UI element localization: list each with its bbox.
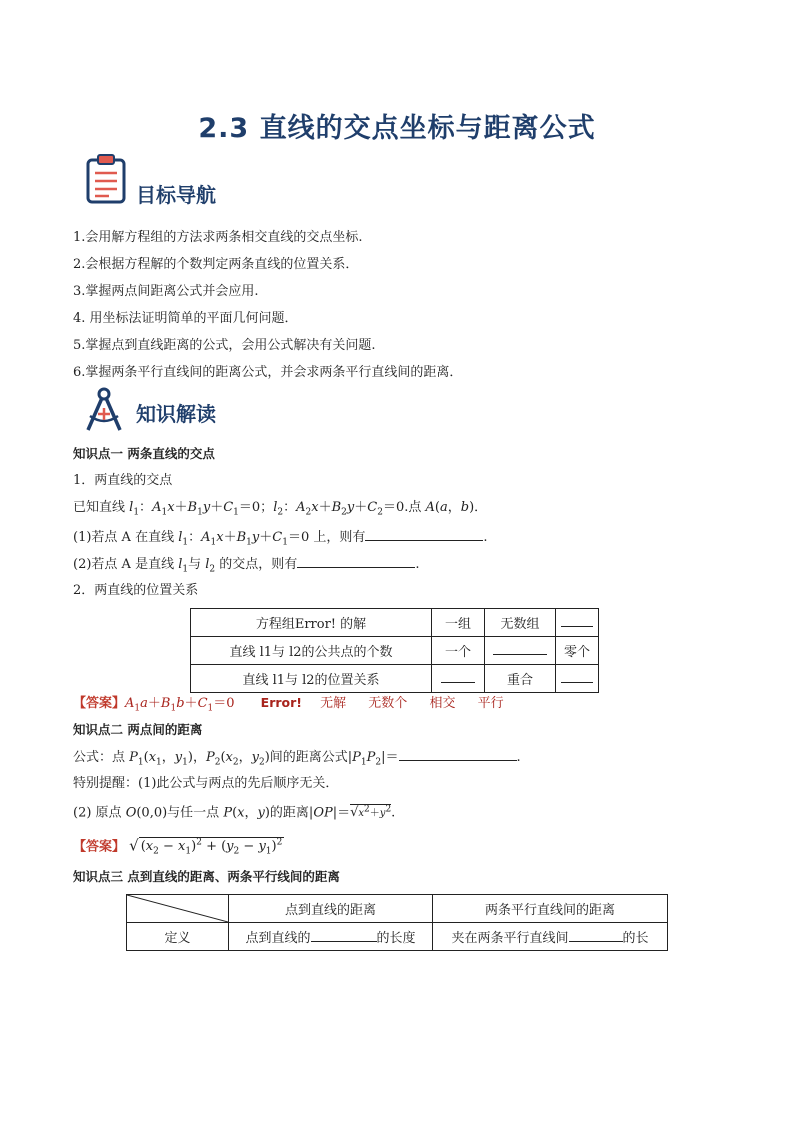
table-cell: 两条平行直线间的距离 <box>433 895 668 923</box>
kp1-given: 已知直线 $l_1$：$A_1x+B_1y+C_1=0$；$l_2$：$A_2x+B_2y+C_2=0$.点 A(a，b)． <box>73 500 488 518</box>
compass-icon <box>82 386 126 436</box>
table-cell <box>556 609 599 637</box>
table-corner-cell <box>127 895 229 923</box>
goal-item: 4. 用坐标法证明简单的平面几何问题． <box>73 311 298 326</box>
kp1-q1: (1)若点 A 在直线 $l_1$：$A_1x+B_1y+C_1=0$ 上，则有 . <box>73 530 488 548</box>
kp1-q2: (2)若点 A 是直线 $l_1$与 $l_2$ 的交点，则有 . <box>73 557 420 575</box>
distance-table <box>126 894 668 951</box>
table-cell: 点到直线的 的长度 <box>229 923 433 951</box>
kp2-note1: 特别提醒：(1)此公式与两点的先后顺序无关． <box>73 776 339 791</box>
answer-blank[interactable] <box>493 642 547 655</box>
table-cell <box>432 665 485 693</box>
kp1-sub2: 2．两直线的位置关系 <box>73 583 199 598</box>
answer-blank[interactable] <box>399 748 517 761</box>
table-cell: 方程组Error! 的解 <box>191 609 432 637</box>
kp1-sub1: 1．两直线的交点 <box>73 473 173 488</box>
table-cell <box>485 637 556 665</box>
goal-item: 5.掌握点到直线距离的公式，会用公式解决有关问题. <box>73 338 376 353</box>
page-title: 2.3 直线的交点坐标与距离公式 <box>198 113 596 144</box>
table-cell: 一个 <box>432 637 485 665</box>
answer-blank[interactable] <box>365 528 483 541</box>
answer-blank[interactable] <box>561 670 593 683</box>
kp1-answer: 【答案】$A_1a+B_1b+C_1=0$ Error! 无解 无数个 相交 平行 <box>73 695 504 714</box>
table-cell: 点到直线的距离 <box>229 895 433 923</box>
goal-item: 6.掌握两条平行直线间的距离公式，并会求两条平行直线间的距离． <box>73 365 463 380</box>
section-heading-knowledge: 知识解读 <box>136 402 216 426</box>
goal-item: 3.掌握两点间距离公式并会应用. <box>73 284 259 299</box>
kp2-answer: 【答案】 √ $(x_2 - x_1)^2 + (y_2 - y_1)^2$ <box>73 836 283 857</box>
answer-blank[interactable] <box>441 670 475 683</box>
table-cell <box>556 665 599 693</box>
answer-blank[interactable] <box>311 929 377 942</box>
answer-blank[interactable] <box>569 929 623 942</box>
section-heading-goals: 目标导航 <box>136 183 216 207</box>
answer-blank[interactable] <box>297 555 415 568</box>
kp2-heading: 知识点二 两点间的距离 <box>73 722 203 737</box>
table-cell: 无数组 <box>485 609 556 637</box>
clipboard-icon <box>85 153 129 205</box>
kp3-heading: 知识点三 点到直线的距离、两条平行线间的距离 <box>73 869 340 884</box>
table-cell: 定义 <box>127 923 229 951</box>
goal-item: 1.会用解方程组的方法求两条相交直线的交点坐标. <box>73 230 363 245</box>
diagonal-line <box>127 895 228 922</box>
table-cell: 重合 <box>485 665 556 693</box>
table-cell: 一组 <box>432 609 485 637</box>
goal-item: 2.会根据方程解的个数判定两条直线的位置关系． <box>73 257 359 272</box>
kp2-note2: (2) 原点 O(0,0)与任一点 P(x，y)的距离$|OP|=√x^2+y^2$. <box>73 805 396 821</box>
table-cell: 零个 <box>556 637 599 665</box>
kp1-heading: 知识点一 两条直线的交点 <box>73 446 215 461</box>
relation-table <box>190 608 599 693</box>
answer-blank[interactable] <box>561 614 593 627</box>
table-cell: 夹在两条平行直线间 的长 <box>433 923 668 951</box>
table-cell: 直线 l1与 l2的公共点的个数 <box>191 637 432 665</box>
table-cell: 直线 l1与 l2的位置关系 <box>191 665 432 693</box>
kp2-formula: 公式：点 $P_1(x_1$，$y_1$)，$P_2(x_2$，$y_2$)间的距离公式$|P_1P_2|=$ . <box>73 750 521 768</box>
